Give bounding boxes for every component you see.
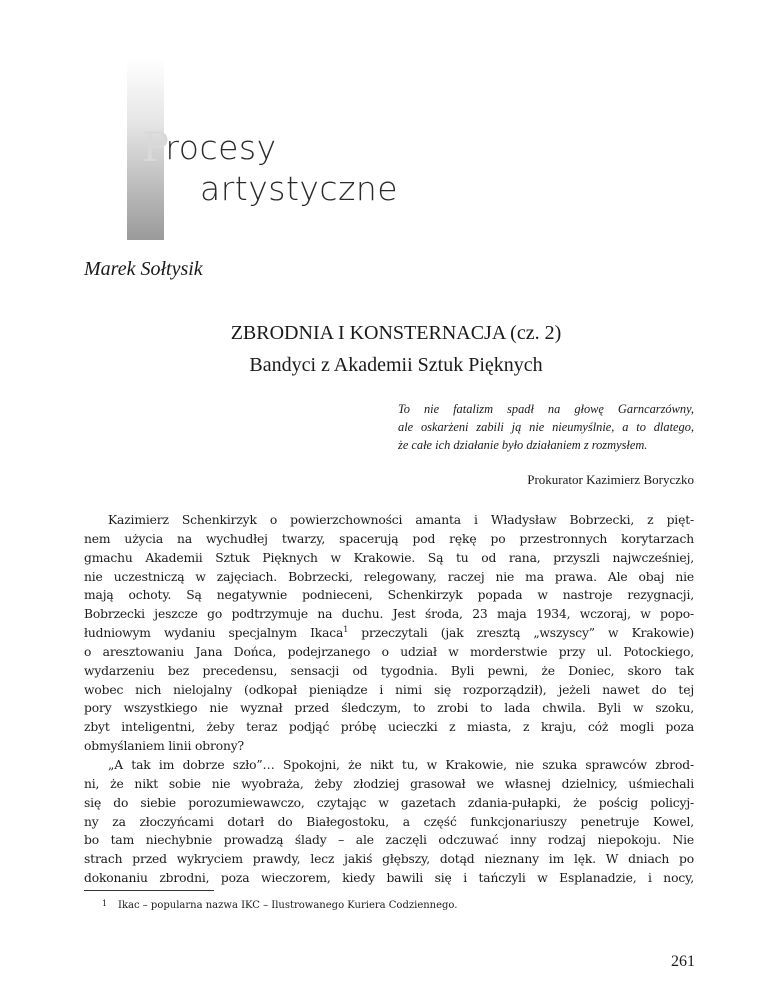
body-line-part: przeczytali (jak zresztą „wszyscy” w Krakowie)	[348, 626, 694, 641]
epigraph-line: To nie fatalizm spadł na głowę Garncarzówny,	[398, 402, 694, 416]
section-title-line1: rocesy	[165, 128, 277, 167]
article-subtitle: Bandyci z Akademii Sztuk Pięknych	[249, 354, 543, 376]
body-line: obmyślaniem linii obrony?	[84, 739, 244, 754]
body-line-with-footnote	[84, 624, 694, 643]
body-line-part: łudniowym wydaniu specjalnym Ikaca	[84, 626, 344, 641]
article-title: ZBRODNIA I KONSTERNACJA (cz. 2)	[230, 322, 562, 344]
article-body	[84, 511, 694, 888]
body-line: gmachu Akademii Sztuk Pięknych w Krakowie. Są tu od rana, przyszli najwcześniej,	[84, 550, 694, 565]
epigraph	[398, 400, 694, 454]
body-line: wydarzeniu bez precedensu, sensacji od tygodnia. Byli pewni, że Doniec, skoro tak	[84, 663, 694, 678]
page-number: 261	[671, 953, 695, 970]
body-line: ny za złoczyńcami dotarł do Białegostoku, a część funkcjonariuszy penetruje Kowel,	[84, 814, 694, 829]
body-line: zbyt inteligentni, żeby teraz podjąć próbę ucieczki z miasta, z kraju, cóż mogli poza	[84, 720, 694, 735]
epigraph-attribution: Prokurator Kazimierz Boryczko	[527, 472, 694, 487]
body-line: nie uczestniczą w zajęciach. Bobrzecki, relegowany, raczej nie ma prawa. Ale obaj nie	[84, 569, 694, 584]
footnote-divider	[84, 890, 214, 891]
body-line: Bobrzecki jeszcze go podtrzymuje na duchu. Jest środa, 23 maja 1934, wczoraj, w popo-	[84, 607, 694, 622]
section-title-line2: artystyczne	[200, 169, 399, 208]
body-line: nem użycia na wychudłej twarzy, spacerują pod rękę po przestronnych korytarzach	[84, 531, 694, 546]
body-line: ni, że nikt sobie nie wyobraża, żeby złodziej grasował we własnej dzielnicy, uśmiechali	[84, 776, 694, 791]
footnote-number: 1	[102, 899, 108, 908]
footnote	[102, 899, 692, 911]
body-line: pory wszystkiego nie wyznał przed śledczym, to zrobi to lada chwila. Byli w szoku,	[84, 701, 694, 716]
body-line: mają ochoty. Są negatywnie podnieceni, Schenkirzyk popada w nastroje rezygnacji,	[84, 588, 694, 603]
footnote-text: Ikac – popularna nazwa IKC – Ilustrowanego Kuriera Codziennego.	[118, 900, 458, 911]
footnote-reference[interactable]: 1	[343, 624, 349, 634]
body-line: Kazimierz Schenkirzyk o powierzchowności amanta i Władysław Bobrzecki, z pięt-	[108, 513, 694, 527]
epigraph-line: ale oskarżeni zabili ją nie nieumyślnie, a to dlatego,	[398, 420, 694, 434]
body-line: dokonaniu zbrodni, poza wieczorem, kiedy bawili się i tańczyli w Esplanadzie, i nocy,	[84, 871, 694, 886]
body-line: się do siebie porozumiewawczo, czytając w gazetach zdania-pułapki, że pościg policyj-	[84, 795, 694, 810]
author-name: Marek Sołtysik	[84, 258, 203, 280]
body-line: wobec nich nielojalny (odkopał pieniądze i nimi się rozporządził), jeżeli nawet do tej	[84, 682, 694, 697]
body-line: bo tam niechybnie prowadzą ślady – ale zaczęli odczuwać inny rodzaj niepokoju. Nie	[84, 833, 694, 848]
body-line: strach przed wykryciem prawdy, lecz jakiś głębszy, dotąd nieznany im lęk. W dniach po	[84, 852, 694, 867]
body-line: „A tak im dobrze szło”… Spokojni, że nikt tu, w Krakowie, nie szuka sprawców zbrod-	[108, 757, 694, 772]
section-title-initial: P	[142, 125, 170, 171]
body-line: o aresztowaniu Jana Dońca, podejrzanego o udział w morderstwie przy ul. Potockiego,	[84, 644, 694, 659]
section-title	[142, 125, 399, 209]
epigraph-line: że całe ich działanie było działaniem z rozmysłem.	[398, 438, 648, 452]
